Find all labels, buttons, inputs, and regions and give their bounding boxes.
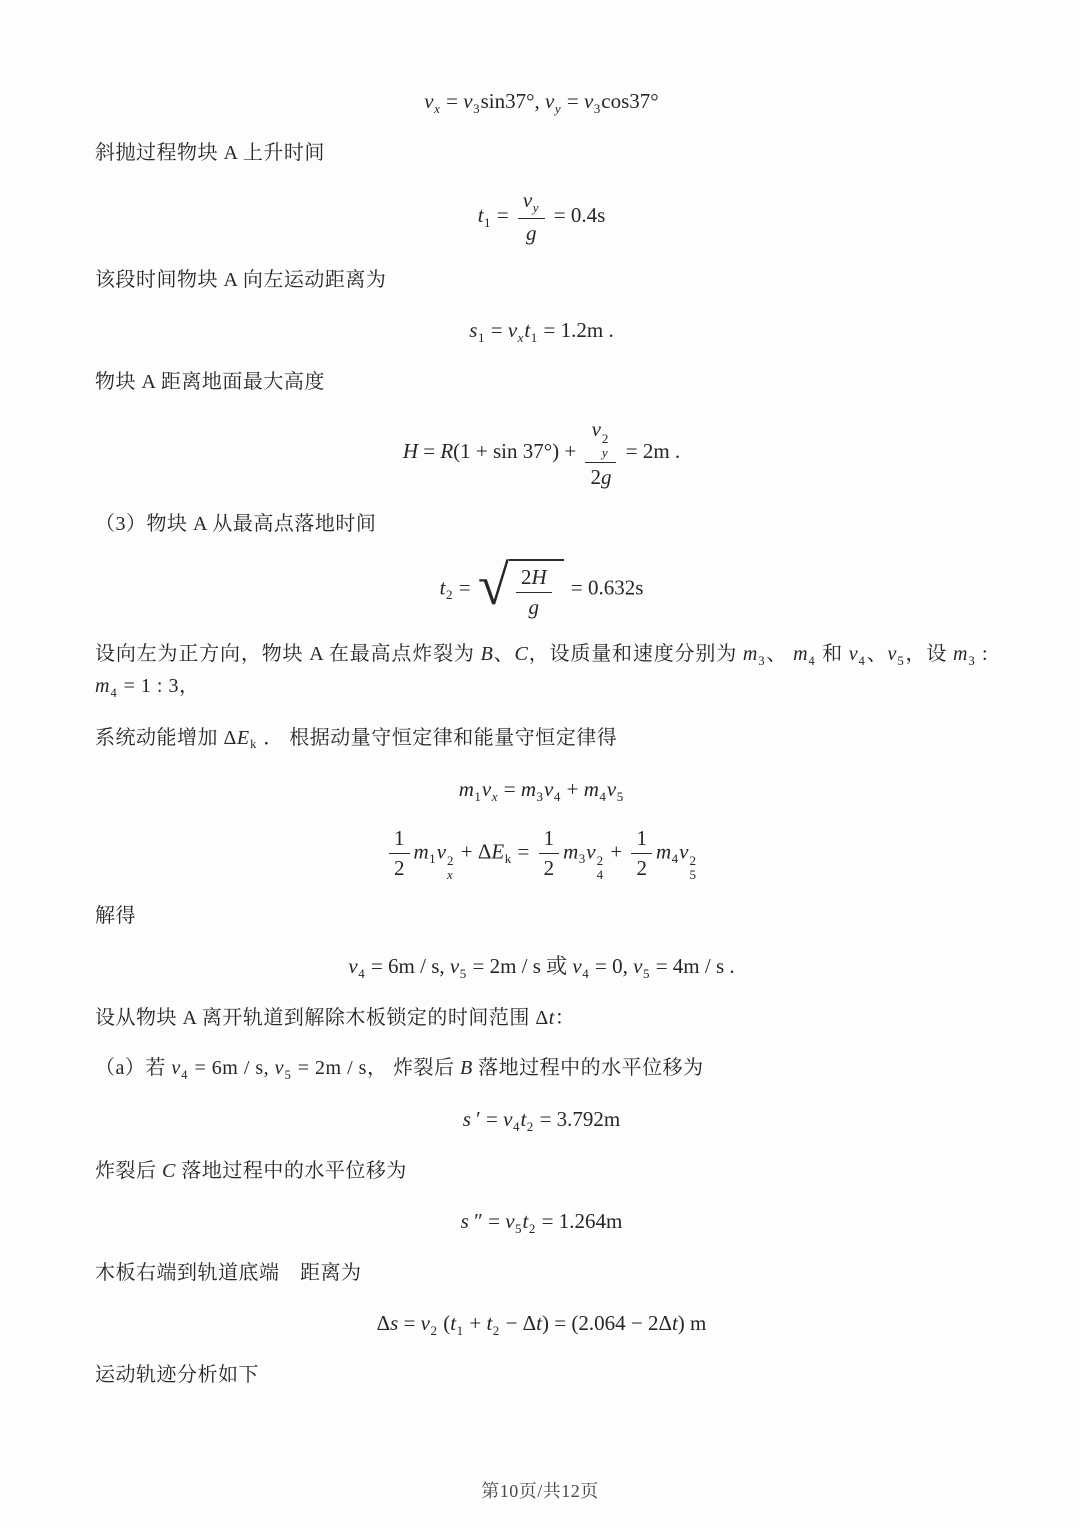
math-variable: m: [563, 839, 579, 864]
math-variable: g: [525, 220, 537, 245]
text-run: 1: [394, 825, 405, 850]
math-variable: s: [460, 1209, 469, 1233]
fraction-numerator: [518, 188, 545, 218]
formula: [95, 315, 988, 348]
text-run: =: [491, 202, 514, 227]
math-variable: t: [520, 1106, 527, 1131]
math-fraction: [585, 417, 616, 490]
math-subscript: 4: [358, 965, 365, 981]
math-variable: v: [424, 89, 434, 113]
math-variable: t: [671, 1311, 678, 1336]
math-variable: m: [95, 675, 110, 698]
text-run: 斜抛过程物块 A 上升时间: [95, 142, 325, 165]
math-variable: v: [522, 188, 533, 213]
text-run: 物块 A 距离地面最大高度: [95, 371, 325, 394]
math-subscript: k: [250, 737, 257, 752]
text-run: 1: [543, 825, 555, 850]
math-variable: v: [606, 776, 617, 801]
formula: [95, 188, 988, 246]
text-run: （3）物块 A 从最高点落地时间: [95, 512, 377, 535]
math-variable: t: [486, 1311, 493, 1336]
text-run: 1: [636, 825, 647, 850]
math-subscript: 4: [110, 686, 118, 701]
text-run: = 2m / s， 炸裂后: [292, 1056, 460, 1079]
math-variable: v: [481, 776, 492, 801]
math-variable: s: [469, 318, 478, 343]
text-run: 设向左为正方向，物块 A 在最高点炸裂为: [95, 643, 481, 666]
math-variable: v: [436, 839, 447, 864]
text-run: = 1.2m .: [538, 318, 614, 343]
math-subscript: 4: [582, 965, 589, 981]
math-subscript: x: [517, 330, 524, 346]
math-subscript: 4: [596, 867, 604, 883]
fraction-numerator: [516, 565, 552, 592]
math-subscript: y: [601, 444, 608, 460]
page-number: 第10页/共12页: [481, 1481, 599, 1501]
text-run: ) = (2.064 − 2Δ: [542, 1311, 672, 1336]
formula: [95, 86, 988, 119]
text-run: =: [453, 575, 476, 600]
math-subscript: 5: [284, 1067, 292, 1082]
math-variable: t: [522, 1209, 529, 1233]
math-variable: m: [583, 776, 599, 801]
math-subscript: 4: [512, 1119, 520, 1135]
math-subscript: 2: [492, 1323, 500, 1339]
math-variable: v: [503, 1106, 513, 1131]
text-run: +: [464, 1311, 487, 1336]
paragraph: [95, 1360, 988, 1391]
text-run: = 0.632s: [565, 575, 644, 600]
text-run: = 0,: [589, 953, 634, 978]
text-run: ，设质量和速度分别为: [528, 643, 743, 666]
math-fraction: [539, 826, 560, 881]
text-run: +: [561, 776, 584, 801]
math-supsub: [602, 432, 609, 459]
text-run: 该段时间物块 A 向左运动距离为: [95, 269, 387, 292]
paragraph: [95, 1156, 988, 1187]
math-superscript: 2: [596, 853, 604, 869]
math-subscript: 3: [593, 101, 601, 117]
page-footer: [0, 1477, 1080, 1503]
math-supsub: [597, 854, 604, 881]
math-variable: v: [572, 953, 582, 978]
paragraph: [95, 723, 988, 755]
text-run: cos37°: [601, 89, 659, 113]
text-run: （a）若: [95, 1056, 172, 1079]
math-subscript: 3: [473, 101, 480, 117]
math-variable: m: [413, 839, 429, 864]
text-run: sin37°,: [480, 89, 545, 113]
formula: [95, 554, 988, 620]
math-variable: B: [480, 643, 494, 666]
math-subscript: 5: [689, 867, 696, 883]
text-run: ：: [554, 1006, 576, 1029]
paragraph: [95, 265, 988, 296]
math-subscript: 3: [758, 654, 766, 669]
paragraph: [95, 639, 988, 703]
math-subscript: 2: [430, 1323, 437, 1339]
math-variable: v: [463, 89, 473, 113]
math-variable: v: [420, 1311, 430, 1336]
math-subscript: 4: [808, 654, 816, 669]
formula: [95, 774, 988, 807]
text-run: Δ: [376, 1311, 391, 1336]
math-variable: t: [536, 1311, 543, 1336]
fraction-numerator: [389, 826, 410, 853]
math-subscript: k: [504, 851, 512, 867]
text-run: 落地过程中的水平位移为: [472, 1056, 704, 1079]
text-run: = 6m / s,: [365, 953, 450, 978]
text-run: = 6m / s,: [188, 1056, 275, 1079]
radical-body: [509, 559, 564, 620]
text-run: − Δ: [500, 1311, 537, 1336]
math-variable: E: [236, 726, 250, 749]
math-variable: s: [390, 1311, 399, 1336]
math-variable: v: [348, 953, 358, 978]
text-run: = 0.4s: [548, 202, 606, 227]
math-supsub: [689, 854, 696, 881]
math-fraction: [631, 826, 652, 881]
text-run: 2: [520, 564, 532, 589]
text-run: 、: [766, 643, 794, 666]
math-supsub: [447, 854, 454, 881]
text-run: 木板右端到轨道底端 距离为: [95, 1262, 362, 1285]
fraction-denominator: [539, 853, 560, 881]
math-superscript: 2: [601, 431, 609, 447]
math-subscript: 1: [429, 851, 436, 867]
fraction-denominator: [389, 853, 410, 881]
math-variable: v: [507, 318, 518, 343]
math-variable: v: [591, 417, 601, 442]
formula: [95, 1206, 988, 1239]
text-run: 2: [543, 855, 555, 880]
math-variable: v: [274, 1056, 285, 1079]
math-variable: C: [162, 1160, 176, 1182]
math-subscript: 5: [459, 965, 467, 981]
formula: [95, 417, 988, 490]
math-subscript: 3: [968, 654, 976, 669]
math-subscript: 2: [526, 1119, 534, 1135]
math-subscript: 5: [642, 965, 650, 981]
math-variable: m: [793, 643, 809, 666]
fraction-denominator: [631, 853, 652, 881]
text-run: = 4m / s .: [650, 953, 735, 978]
text-run: 系统动能增加 Δ: [95, 726, 237, 749]
math-variable: v: [449, 953, 460, 978]
math-subscript: 4: [181, 1067, 188, 1082]
paragraph: [95, 367, 988, 398]
math-variable: s: [462, 1106, 471, 1131]
text-run: =: [561, 89, 584, 113]
paragraph: [95, 138, 988, 169]
math-variable: H: [402, 439, 418, 464]
math-subscript: 5: [515, 1221, 522, 1237]
text-run: 2: [590, 464, 601, 489]
formula: [95, 1308, 988, 1341]
fraction-denominator: [585, 462, 616, 490]
text-run: = 2m .: [620, 439, 681, 464]
text-run: 、: [866, 643, 888, 666]
text-run: =: [440, 89, 464, 113]
math-fraction: [516, 565, 552, 620]
math-variable: v: [583, 89, 594, 113]
text-run: 落地过程中的水平位移为: [175, 1160, 407, 1182]
text-run: ，设: [905, 643, 953, 666]
text-run: 设从物块 A 离开轨道到解除木板锁定的时间范围 Δ: [95, 1006, 549, 1029]
math-variable: t: [548, 1006, 555, 1029]
text-run: =: [498, 776, 521, 801]
math-subscript: 2: [528, 1221, 536, 1237]
math-variable: m: [742, 643, 758, 666]
paragraph: [95, 1003, 988, 1034]
math-variable: t: [524, 318, 531, 343]
text-run: = 2m / s 或: [467, 953, 573, 978]
math-variable: v: [586, 839, 596, 864]
math-variable: H: [531, 564, 547, 589]
math-radical: [477, 554, 564, 620]
text-run: = 1.264m: [536, 1209, 623, 1233]
fraction-numerator: [631, 826, 652, 853]
text-run: 和: [816, 643, 849, 666]
text-run: 运动轨迹分析如下: [95, 1364, 259, 1387]
math-subscript: y: [554, 101, 561, 117]
math-variable: m: [953, 643, 968, 666]
text-run: 炸裂后: [95, 1160, 162, 1182]
text-run: 2: [394, 855, 405, 880]
math-subscript: 4: [553, 788, 561, 804]
paragraph: [95, 1053, 988, 1085]
fraction-numerator: [585, 417, 616, 461]
math-subscript: y: [532, 200, 539, 216]
text-run: =: [398, 1311, 421, 1336]
fraction-denominator: [518, 218, 545, 246]
math-variable: v: [544, 776, 554, 801]
math-subscript: 4: [671, 851, 679, 867]
math-superscript: 2: [447, 853, 454, 869]
text-run: 、: [493, 643, 515, 666]
math-subscript: 5: [616, 788, 624, 804]
math-variable: m: [458, 776, 474, 801]
math-variable: t: [439, 575, 446, 600]
text-run: 解得: [95, 904, 136, 927]
text-run: ． 根据动量守恒定律和能量守恒定律得: [257, 726, 618, 749]
math-variable: v: [171, 1056, 181, 1079]
math-subscript: x: [447, 867, 453, 883]
math-subscript: 1: [484, 215, 491, 231]
math-subscript: 1: [456, 1323, 464, 1339]
paragraph: [95, 509, 988, 540]
math-fraction: [518, 188, 545, 246]
math-subscript: x: [434, 101, 440, 117]
math-variable: g: [600, 464, 612, 489]
math-variable: v: [848, 643, 859, 666]
math-variable: v: [505, 1209, 515, 1233]
formula: [95, 951, 988, 984]
math-subscript: 1: [474, 788, 481, 804]
text-run: ′ =: [470, 1106, 504, 1131]
text-run: ″ =: [468, 1209, 506, 1233]
math-variable: B: [459, 1056, 473, 1079]
math-subscript: 3: [536, 788, 544, 804]
math-subscript: 1: [477, 330, 485, 346]
math-subscript: 3: [578, 851, 586, 867]
math-subscript: 5: [897, 654, 905, 669]
math-variable: g: [528, 594, 540, 619]
text-run: = 1 : 3，: [118, 675, 200, 698]
fraction-denominator: [516, 592, 552, 620]
math-fraction: [389, 826, 410, 881]
text-run: 2: [636, 855, 647, 880]
document-body: [95, 86, 988, 1410]
fraction-numerator: [539, 826, 560, 853]
math-variable: R: [440, 439, 454, 464]
paragraph: [95, 1258, 988, 1289]
text-run: =: [485, 318, 508, 343]
math-subscript: 4: [599, 788, 606, 804]
math-variable: v: [545, 89, 555, 113]
text-run: =: [512, 839, 535, 864]
text-run: (1 + sin 37°) +: [453, 439, 582, 464]
math-variable: m: [655, 839, 672, 864]
math-variable: E: [491, 839, 505, 864]
text-run: = 3.792m: [534, 1106, 621, 1131]
text-run: +: [605, 839, 628, 864]
text-run: + Δ: [455, 839, 492, 864]
math-subscript: x: [491, 788, 498, 804]
math-variable: t: [477, 202, 484, 227]
math-variable: v: [633, 953, 643, 978]
math-variable: v: [887, 643, 897, 666]
text-run: ) m: [677, 1311, 707, 1336]
math-variable: t: [450, 1311, 457, 1336]
math-variable: v: [679, 839, 689, 864]
radical-sign-icon: √: [477, 554, 509, 618]
text-run: =: [417, 439, 441, 464]
text-run: :: [976, 643, 989, 666]
text-run: (: [438, 1311, 451, 1336]
math-superscript: 2: [689, 853, 696, 869]
paragraph: [95, 901, 988, 932]
math-subscript: 1: [530, 330, 538, 346]
math-variable: m: [520, 776, 537, 801]
formula: [95, 826, 988, 882]
math-subscript: 2: [445, 587, 453, 603]
formula: [95, 1104, 988, 1137]
math-subscript: 4: [858, 654, 866, 669]
math-variable: C: [514, 643, 529, 666]
